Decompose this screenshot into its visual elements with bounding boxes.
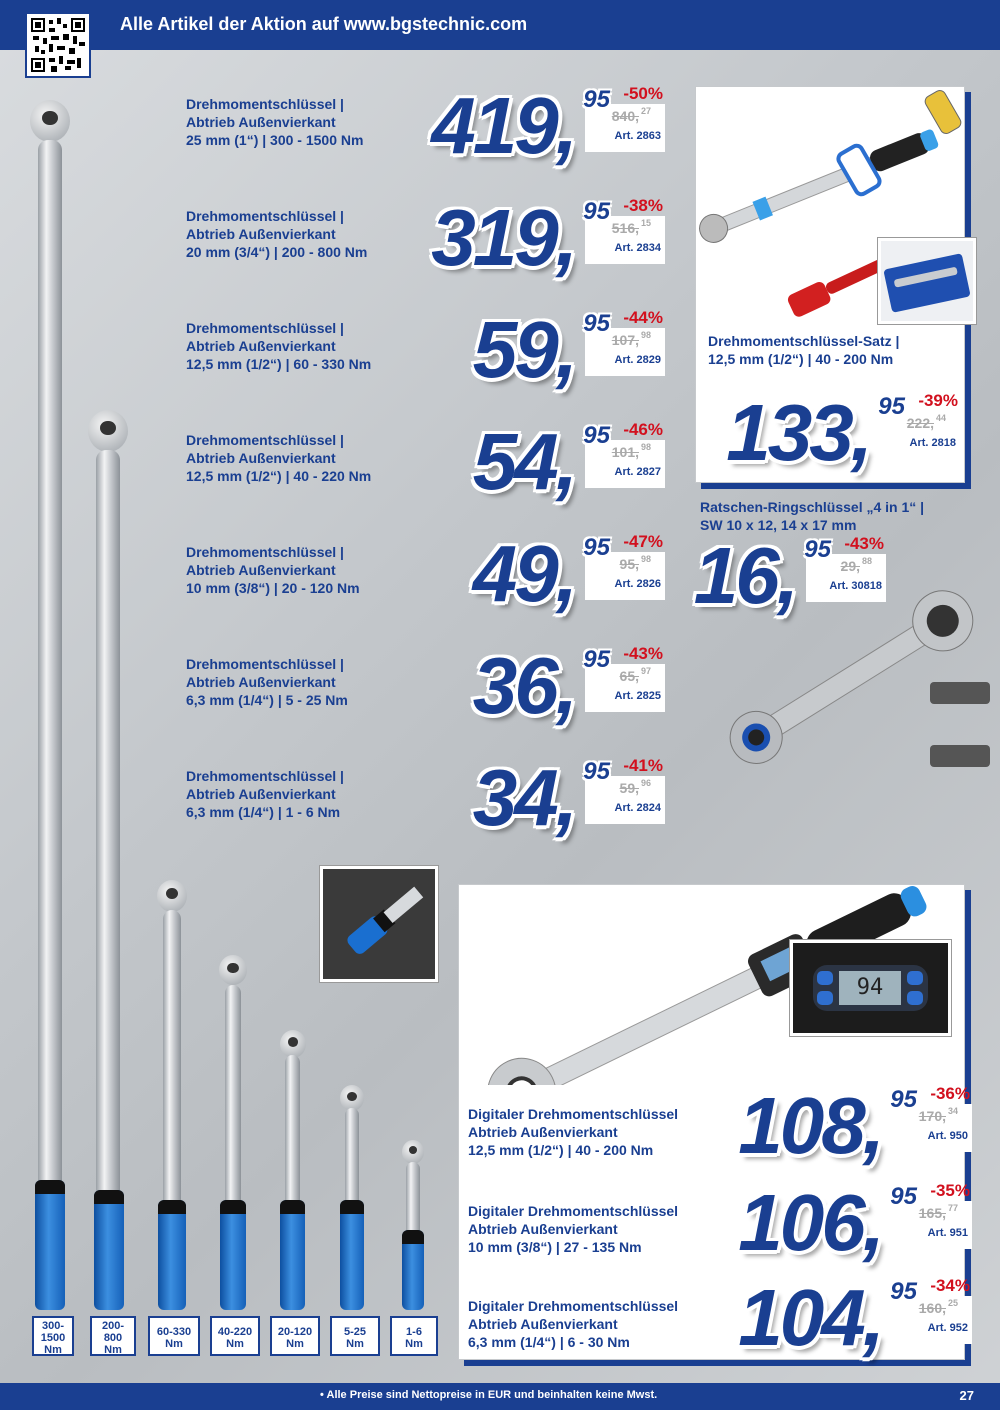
range-label-text: 1-6 [406,1326,422,1338]
price-block-950 [722,1081,972,1180]
range-label-120 [270,1316,320,1356]
article-number: Art. 30818 [829,580,882,592]
desc-line: 6,3 mm (1/4“) | 6 - 30 Nm [468,1334,630,1350]
range-label-text: Nm [226,1338,244,1350]
wrench-shaft-800 [96,450,120,1240]
desc-line: Abtrieb Außenvierkant [186,338,336,354]
ring-spanner-desc [700,498,924,534]
product-desc-952 [468,1297,678,1351]
price-cents: 95 [583,758,610,785]
price-cents: 95 [583,310,610,337]
old-price: 29, [840,558,860,574]
range-label-220 [210,1316,260,1356]
range-label-text: 300- [41,1320,65,1332]
desc-line: Abtrieb Außenvierkant [186,562,336,578]
price-cents: 95 [878,393,905,420]
product-desc-2824 [186,767,344,821]
desc-line: Abtrieb Außenvierkant [468,1221,618,1237]
desc-line: Drehmomentschlüssel | [186,544,344,560]
wrench-head-1500 [30,100,70,142]
wrench-head-6 [402,1140,424,1164]
display-button-icon [817,991,833,1005]
ring-spanner-image [700,570,1000,790]
old-price-cents: 44 [935,413,946,423]
price-cents: 95 [890,1086,917,1113]
old-price: 222, [906,415,934,431]
old-price: 516, [611,220,639,236]
desc-line: 12,5 mm (1/2“) | 60 - 330 Nm [186,356,372,372]
wrench-head-800 [88,410,128,452]
range-label-text: 40-220 [217,1326,253,1338]
discount-percent: -43% [844,534,884,553]
desc-line: Abtrieb Außenvierkant [186,226,336,242]
desc-line: Abtrieb Außenvierkant [186,674,336,690]
desc-line: Abtrieb Außenvierkant [186,114,336,130]
desc-line: 12,5 mm (1/2“) | 40 - 200 Nm [468,1142,654,1158]
desc-line: 12,5 mm (1/2“) | 40 - 200 Nm [708,351,894,367]
desc-line: 25 mm (1“) | 300 - 1500 Nm [186,132,364,148]
desc-line: 6,3 mm (1/4“) | 5 - 25 Nm [186,692,348,708]
desc-line: Drehmomentschlüssel | [186,96,344,112]
range-label-25 [330,1316,380,1356]
old-price: 65, [619,668,639,684]
article-number: Art. 2825 [614,690,661,702]
price-main: 319, [431,193,575,282]
price-block-2863 [415,81,665,180]
old-price-cents: 96 [640,778,651,788]
desc-line: 12,5 mm (1/2“) | 40 - 220 Nm [186,468,372,484]
desc-line: Abtrieb Außenvierkant [468,1316,618,1332]
discount-percent: -50% [623,84,663,103]
desc-line: Drehmomentschlüssel | [186,208,344,224]
range-label-text: Nm [286,1338,304,1350]
desc-line: Digitaler Drehmomentschlüssel [468,1106,679,1122]
wrench-grip-25 [340,1200,364,1310]
desc-line: Drehmomentschlüssel | [186,656,344,672]
range-label-text: Nm [104,1344,122,1356]
discount-percent: -44% [623,308,663,327]
price-block-951 [722,1178,972,1277]
range-label-1500 [32,1316,74,1356]
discount-percent: -38% [623,196,663,215]
display-button-icon [907,971,923,985]
display-reading: 94 [839,971,901,1005]
old-price: 840, [611,108,639,124]
price-main: 104, [738,1273,882,1362]
article-number: Art. 2824 [614,802,661,814]
desc-line: Abtrieb Außenvierkant [186,786,336,802]
article-number: Art. 950 [927,1130,968,1142]
old-price-cents: 97 [640,666,651,676]
price-cents: 95 [583,422,610,449]
price-cents: 95 [804,536,831,563]
header-bar [0,0,1000,50]
product-desc-2829 [186,319,371,373]
price-cents: 95 [583,534,610,561]
wrench-grip-1500 [35,1180,65,1310]
price-main: 34, [472,753,575,842]
wrench-grip-6 [402,1230,424,1310]
article-number: Art. 2863 [614,130,661,142]
discount-percent: -35% [930,1181,970,1200]
desc-line: SW 10 x 12, 14 x 17 mm [700,517,857,533]
desc-line: 6,3 mm (1/4“) | 1 - 6 Nm [186,804,341,820]
footer-bar [0,1383,1000,1410]
price-main: 36, [472,641,575,730]
product-desc-2826 [186,543,360,597]
discount-percent: -39% [918,391,958,410]
price-cents: 95 [583,86,610,113]
old-price-cents: 98 [640,442,651,452]
old-price: 95, [619,556,639,572]
article-number: Art. 2818 [909,437,956,449]
page-number: 27 [959,1388,974,1403]
old-price-cents: 88 [861,556,872,566]
wrench-grip-220 [220,1200,246,1310]
wrench-head-120 [280,1030,306,1058]
case-photo [878,238,976,324]
desc-line: Drehmomentschlüssel-Satz | [708,333,900,349]
desc-line: Drehmomentschlüssel | [186,432,344,448]
price-cents: 95 [583,198,610,225]
price-block-2825 [415,641,665,740]
price-cents: 95 [890,1183,917,1210]
wrench-grip-800 [94,1190,124,1310]
header-title[interactable]: Alle Artikel der Aktion auf www.bgstechnic.com [120,14,528,34]
desc-line: Drehmomentschlüssel | [186,768,344,784]
price-main: 106, [738,1178,882,1267]
price-main: 419, [431,81,575,170]
discount-percent: -34% [930,1276,970,1295]
qr-code[interactable] [25,12,91,78]
article-number: Art. 951 [927,1227,968,1239]
article-number: Art. 2834 [614,242,661,254]
old-price-cents: 98 [640,554,651,564]
old-price: 107, [611,332,639,348]
product-desc-2834 [186,207,367,261]
wrench-grip-330 [158,1200,186,1310]
wrench-shaft-1500 [38,140,62,1230]
price-block-2827 [415,417,665,516]
range-label-text: 1500 [40,1332,66,1344]
wrench-grip-120 [280,1200,305,1310]
old-price: 170, [918,1108,946,1124]
price-main: 59, [472,305,575,394]
old-price: 101, [611,444,639,460]
desc-line: 10 mm (3/8“) | 27 - 135 Nm [468,1239,642,1255]
wrench-head-330 [157,880,187,912]
display-button-icon [817,971,833,985]
old-price-cents: 98 [640,330,651,340]
product-desc-951 [468,1202,678,1256]
discount-percent: -36% [930,1084,970,1103]
price-cents: 95 [890,1278,917,1305]
range-label-text: 5-25 [343,1326,367,1338]
desc-line: Drehmomentschlüssel | [186,320,344,336]
article-number: Art. 2829 [614,354,661,366]
wrench-shaft-330 [163,910,181,1240]
old-price: 160, [918,1300,946,1316]
desc-line: Abtrieb Außenvierkant [186,450,336,466]
display-closeup [790,940,951,1036]
product-desc-2827 [186,431,371,485]
product-desc-950 [468,1105,678,1159]
desc-line: 20 mm (3/4“) | 200 - 800 Nm [186,244,368,260]
old-price-cents: 77 [947,1203,958,1213]
range-label-text: 60-330 [156,1326,192,1338]
range-label-text: 20-120 [277,1326,313,1338]
range-label-330 [148,1316,200,1356]
price-block-2818 [710,388,960,487]
price-block-2824 [415,753,665,852]
footer-note: • Alle Preise sind Nettopreise in EUR und beinhalten keine Mwst. [320,1389,658,1401]
discount-percent: -43% [623,644,663,663]
range-label-6 [390,1316,438,1356]
article-number: Art. 2827 [614,466,661,478]
range-label-text: Nm [405,1338,423,1350]
range-label-text: Nm [165,1338,183,1350]
product-desc-2825 [186,655,348,709]
discount-percent: -41% [623,756,663,775]
old-price-cents: 34 [947,1106,958,1116]
article-number: Art. 952 [927,1322,968,1334]
old-price-cents: 27 [640,106,651,116]
price-block-952 [722,1273,972,1372]
price-cents: 95 [583,646,610,673]
display-button-icon [907,991,923,1005]
range-label-800 [90,1316,136,1356]
price-block-2826 [415,529,665,628]
old-price-cents: 25 [947,1298,958,1308]
price-block-2829 [415,305,665,404]
price-main: 133, [726,388,870,477]
set-desc [708,332,899,368]
range-label-text: 200- [101,1320,125,1332]
price-main: 49, [472,529,575,618]
old-price-cents: 15 [640,218,651,228]
desc-line: 10 mm (3/8“) | 20 - 120 Nm [186,580,360,596]
article-number: Art. 2826 [614,578,661,590]
old-price: 59, [619,780,639,796]
range-label-text: 800 [103,1332,123,1344]
product-desc-2863 [186,95,363,149]
price-main: 108, [738,1081,882,1170]
desc-line: Digitaler Drehmomentschlüssel [468,1203,679,1219]
price-main: 54, [472,417,575,506]
grip-detail-photo [320,866,438,982]
range-label-text: Nm [44,1344,62,1356]
wrench-head-220 [219,955,247,985]
desc-line: Digitaler Drehmomentschlüssel [468,1298,679,1314]
price-main: 16, [693,531,796,620]
range-label-text: Nm [346,1338,364,1350]
price-block-2834 [415,193,665,292]
desc-line: Abtrieb Außenvierkant [468,1124,618,1140]
old-price: 165, [918,1205,946,1221]
discount-percent: -46% [623,420,663,439]
desc-line: Ratschen-Ringschlüssel „4 in 1“ | [700,499,925,515]
discount-percent: -47% [623,532,663,551]
